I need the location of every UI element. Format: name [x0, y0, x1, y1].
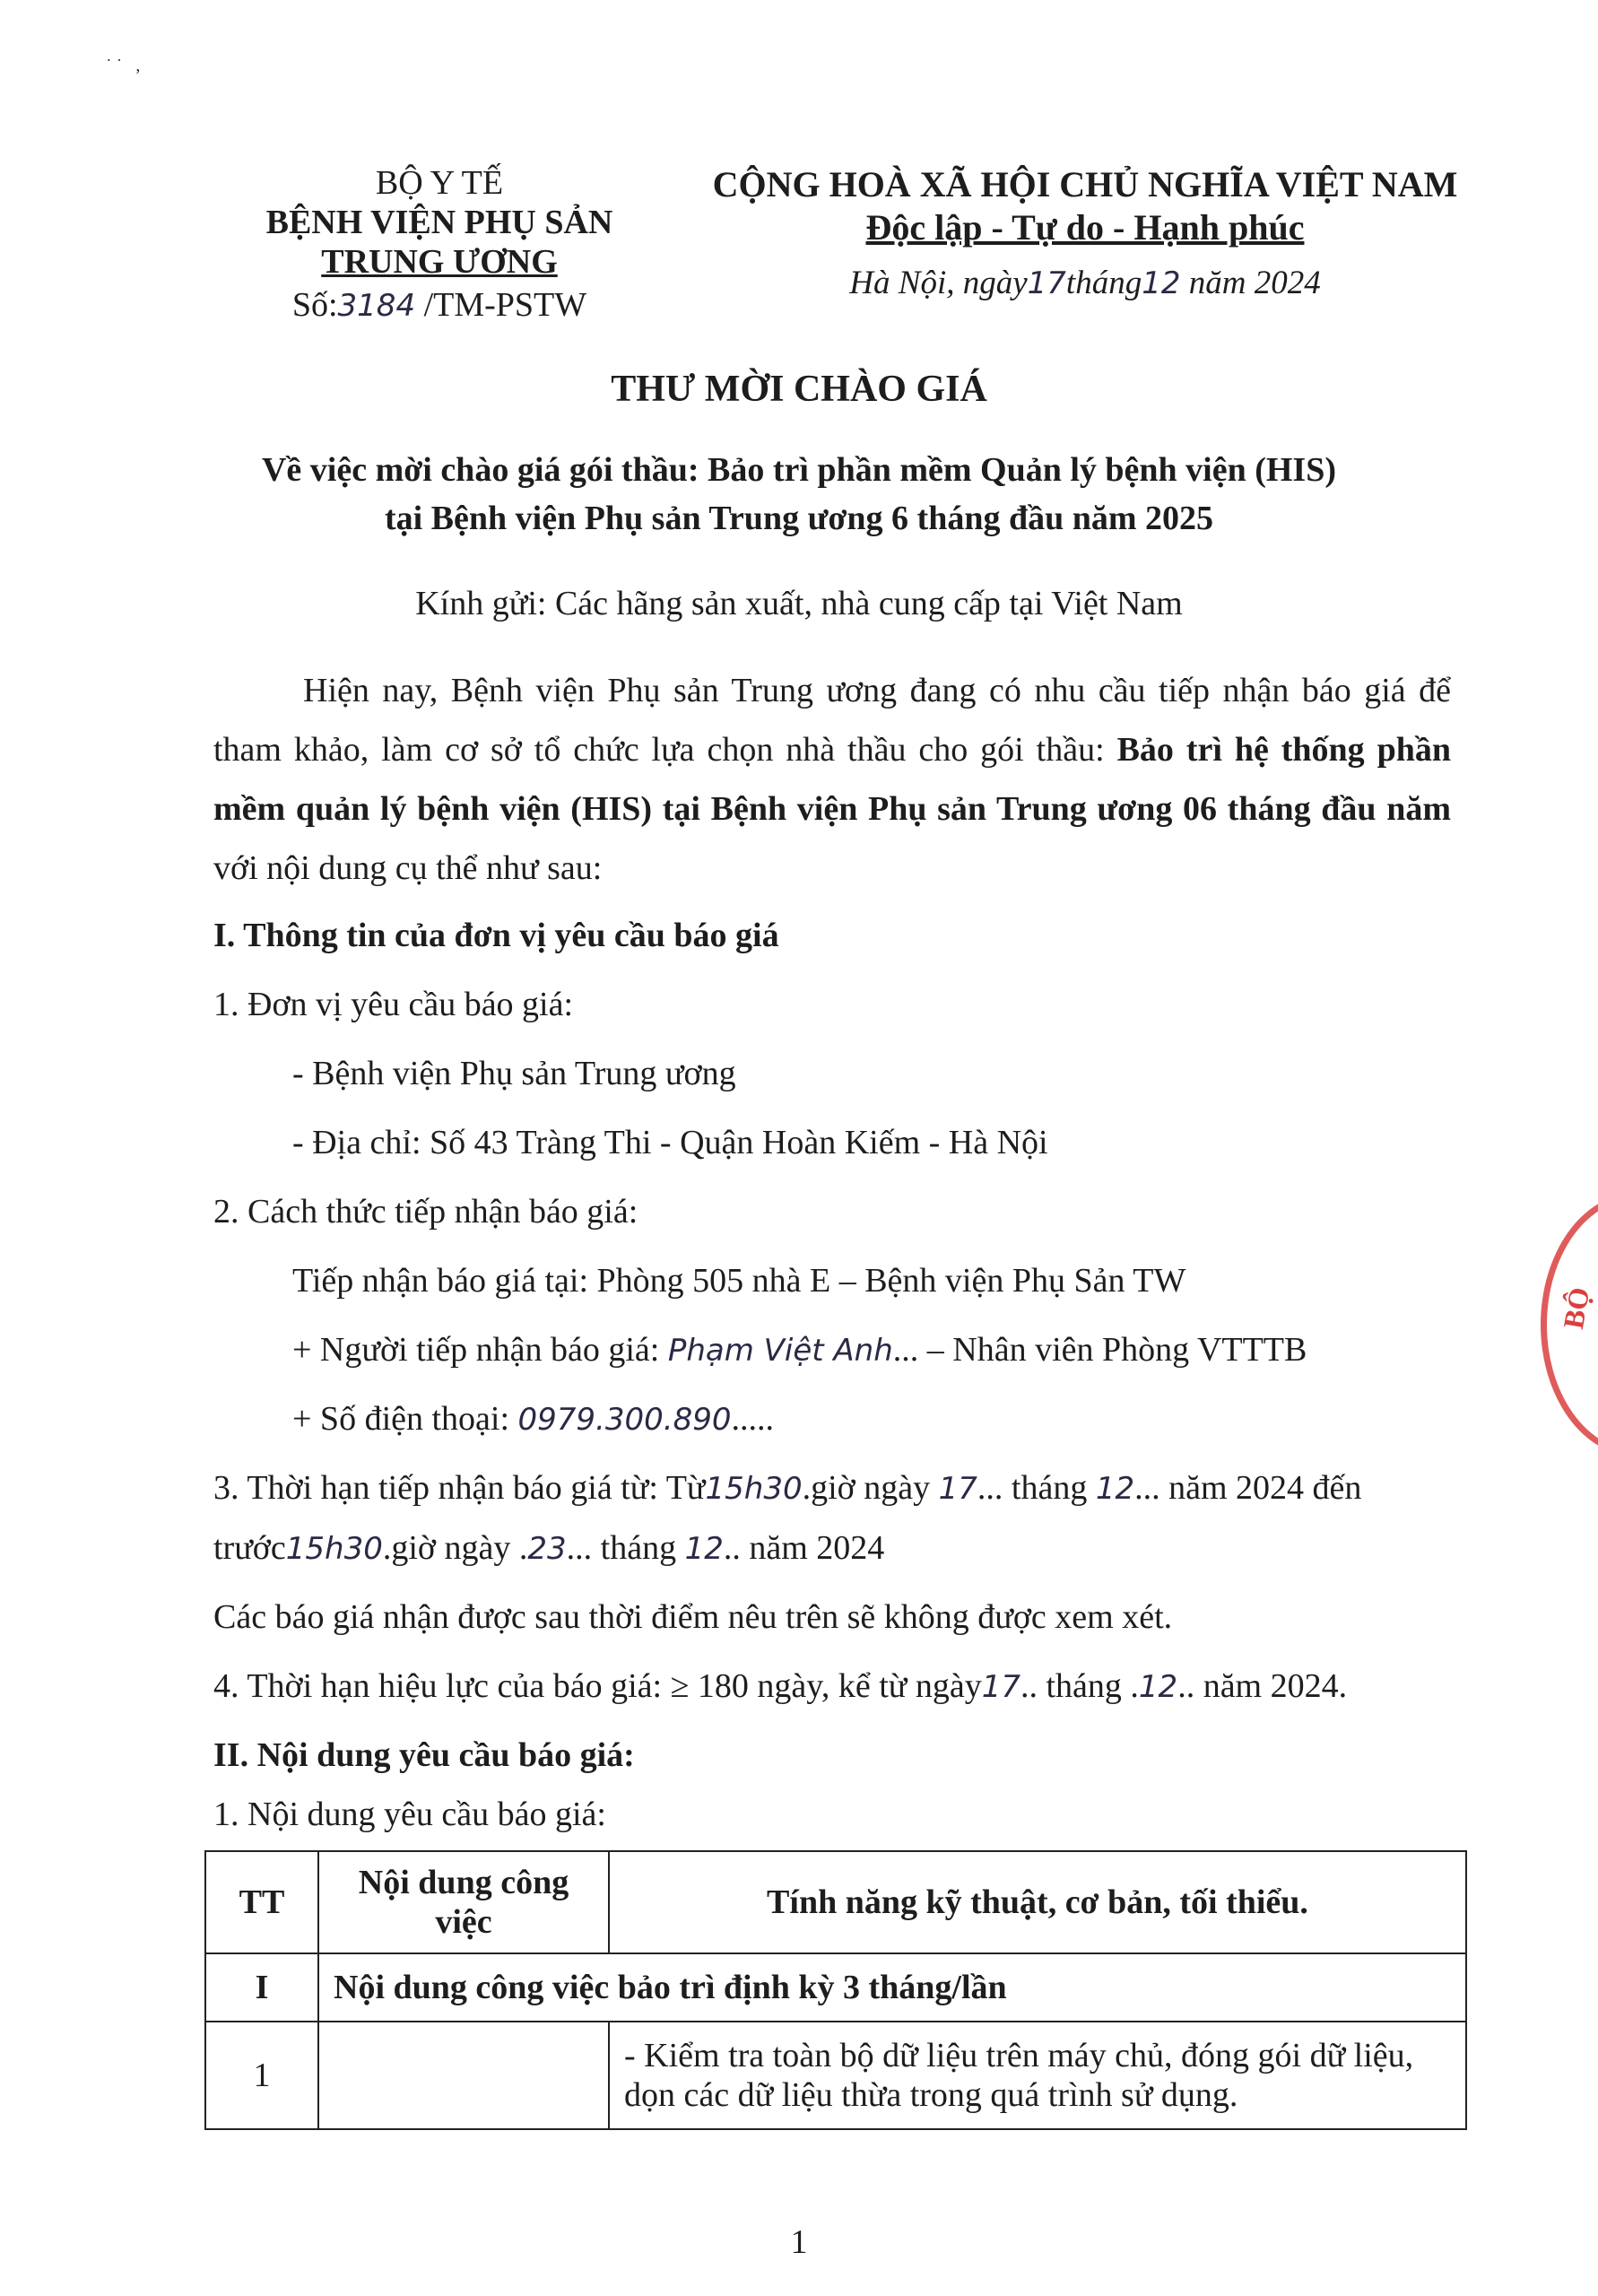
row-work	[318, 2022, 609, 2129]
document-title: THƯ MỜI CHÀO GIÁ	[611, 369, 987, 410]
row-spec: - Kiểm tra toàn bộ dữ liệu trên máy chủ, đóng gói dữ liệu, dọn các dữ liệu thừa trong quá trình sử dụng.	[609, 2022, 1466, 2129]
ministry-name: BỘ Y TẾ	[375, 164, 504, 202]
hospital-name-line1: BỆNH VIỆN PHỤ SẢN	[265, 204, 613, 241]
stamp-text: BỘ	[1556, 1284, 1596, 1332]
handwritten-month: 12	[1142, 265, 1181, 301]
date-line: Hà Nội, ngày17tháng12 năm 2024	[849, 265, 1321, 301]
section2-heading: II. Nội dung yêu cầu báo giá:	[213, 1736, 635, 1774]
issuer-block	[206, 163, 673, 326]
handwritten-doc-number: 3184	[337, 288, 416, 324]
table-group-row	[205, 1953, 1466, 2022]
hospital-name-line2: TRUNG ƯƠNG	[321, 243, 558, 281]
intro-paragraph: Hiện nay, Bệnh viện Phụ sản Trung ương đang có nhu cầu tiếp nhận báo giá để tham khảo, làm cơ sở tổ chức lựa chọn nhà thầu cho gói thầu: Bảo trì hệ thống phần mềm quản lý bệnh viện (HIS) tại Bệnh viện Phụ sản Trung ương 06 tháng đầu năm với nội dung cụ thể như sau:	[213, 672, 1452, 887]
group-number: I	[205, 1953, 318, 2022]
unit-address: - Địa chỉ: Số 43 Tràng Thi - Quận Hoàn Kiếm - Hà Nội	[292, 1124, 1048, 1161]
section1-item2: 2. Cách thức tiếp nhận báo giá:	[213, 1193, 638, 1231]
receiver-line: + Người tiếp nhận báo giá: Phạm Việt Anh... – Nhân viên Phòng VTTTB	[292, 1331, 1307, 1369]
section2-item1: 1. Nội dung yêu cầu báo giá:	[213, 1796, 606, 1833]
page-number: 1	[790, 2223, 808, 2261]
country-name: CỘNG HOÀ XÃ HỘI CHỦ NGHĨA VIỆT NAM	[712, 164, 1458, 204]
handwritten-phone: 0979.300.890	[517, 1402, 732, 1438]
scan-specks: ˙ ˙ ,	[106, 56, 141, 75]
phone-line: + Số điện thoại: 0979.300.890.....	[292, 1400, 774, 1438]
section1-item1: 1. Đơn vị yêu cầu báo giá:	[213, 986, 574, 1023]
section1-heading: I. Thông tin của đơn vị yêu cầu báo giá	[213, 917, 779, 954]
section1-item4: 4. Thời hạn hiệu lực của báo giá: ≥ 180 ngày, kể từ ngày17.. tháng .12.. năm 2024.	[213, 1667, 1348, 1705]
section1-item3-line2: trước15h30.giờ ngày .23... tháng 12.. năm 2024	[213, 1529, 885, 1567]
national-header	[682, 163, 1489, 305]
national-motto: Độc lập - Tự do - Hạnh phúc	[865, 207, 1305, 248]
table-row	[205, 2022, 1466, 2129]
handwritten-receiver-name: Phạm Việt Anh	[667, 1333, 893, 1369]
subtitle-line1: Về việc mời chào giá gói thầu: Bảo trì phần mềm Quản lý bệnh viện (HIS)	[261, 451, 1337, 489]
salutation: Kính gửi: Các hãng sản xuất, nhà cung cấp tại Việt Nam	[415, 585, 1183, 622]
row-number: 1	[205, 2022, 318, 2129]
handwritten-day: 17	[1027, 265, 1066, 301]
header-tt: TT	[205, 1851, 318, 1953]
receive-place: Tiếp nhận báo giá tại: Phòng 505 nhà E – Bệnh viện Phụ Sản TW	[292, 1262, 1186, 1300]
late-note: Các báo giá nhận được sau thời điểm nêu trên sẽ không được xem xét.	[213, 1598, 1173, 1636]
group-title: Nội dung công việc bảo trì định kỳ 3 tháng/lần	[318, 1953, 1466, 2022]
table-header-row	[205, 1851, 1466, 1953]
document-number: Số:3184 /TM-PSTW	[291, 286, 587, 324]
header-spec: Tính năng kỹ thuật, cơ bản, tối thiểu.	[609, 1851, 1466, 1953]
unit-name: - Bệnh viện Phụ sản Trung ương	[292, 1055, 736, 1092]
header-work: Nội dung công việc	[318, 1851, 609, 1953]
section1-item3-line1: 3. Thời hạn tiếp nhận báo giá từ: Từ15h30.giờ ngày 17... tháng 12... năm 2024 đến	[213, 1469, 1362, 1507]
requirements-table	[204, 1850, 1467, 2130]
subtitle-line2: tại Bệnh viện Phụ sản Trung ương 6 tháng đầu năm 2025	[384, 500, 1214, 537]
